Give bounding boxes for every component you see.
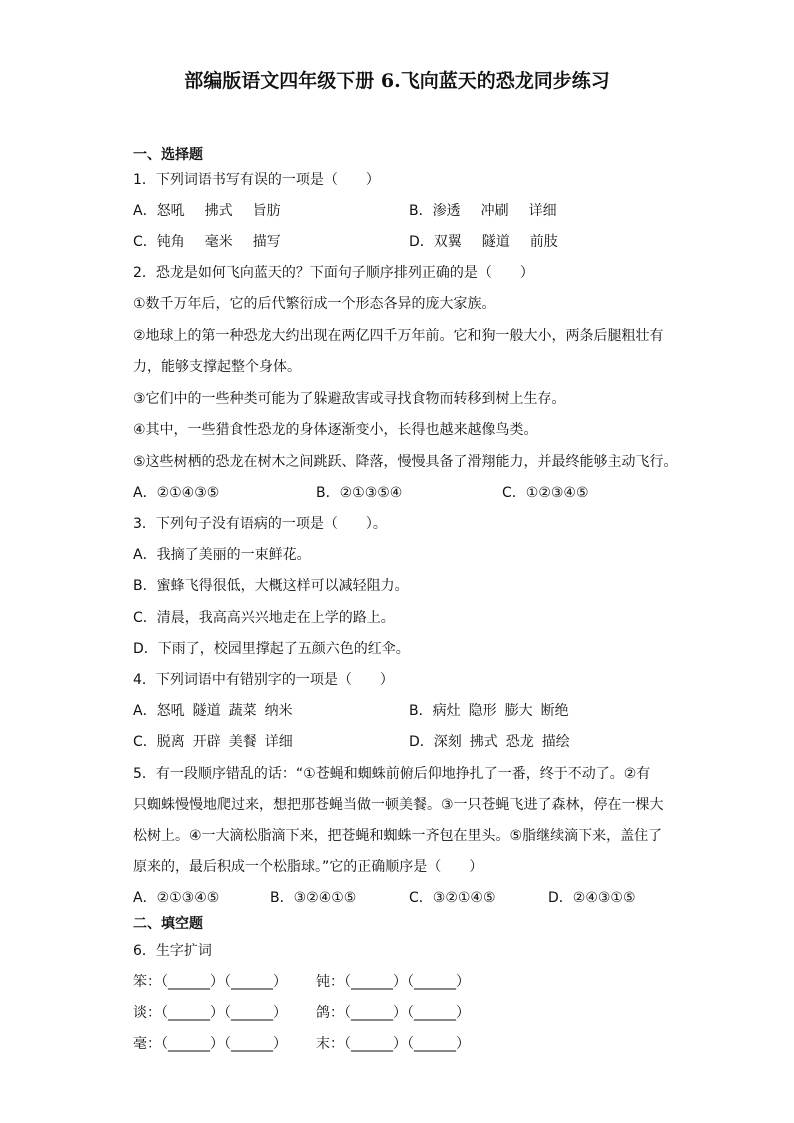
question-3-stem: 3．下列句子没有语病的一项是（ ）。 xyxy=(133,516,387,532)
q2-sentence-1: ①数千万年后，它的后代繁衍成一个形态各异的庞大家族。 xyxy=(133,296,496,312)
option-label: C．脱离 xyxy=(133,734,185,750)
option-word: 美餐 xyxy=(228,734,257,750)
question-5-line-3: 松树上。④一大滴松脂滴下来，把苍蝇和蜘蛛一齐包在里头。⑤脂继续滴下来，盖住了 xyxy=(133,828,663,844)
answer-blank[interactable]: （______） xyxy=(344,974,407,990)
q2-option-a[interactable]: A．②①④③⑤ xyxy=(133,485,220,501)
option-word: 膨大 xyxy=(504,703,533,719)
answer-blank[interactable]: （______） xyxy=(161,974,224,990)
q2-sentence-2: ②地球上的第一种恐龙大约出现在两亿四千万年前。它和狗一般大小，两条后腿粗壮有 xyxy=(133,328,664,344)
q2-option-b[interactable]: B．②①③⑤④ xyxy=(316,485,403,501)
option-word: 毫米 xyxy=(204,234,233,250)
answer-blank[interactable]: （______） xyxy=(407,1036,470,1052)
option-label: D．深刻 xyxy=(409,734,462,750)
q2-option-c[interactable]: C．①②③④⑤ xyxy=(502,485,589,501)
question-2-stem: 2．恐龙是如何飞向蓝天的？下面句子顺序排列正确的是（ ） xyxy=(133,265,534,281)
q5-option-c[interactable]: C．③②①④⑤ xyxy=(409,890,496,906)
character-label: 末： xyxy=(316,1036,344,1052)
option-label: D．双翼 xyxy=(409,234,462,250)
q2-sentence-5: ⑤这些树栖的恐龙在树木之间跳跃、降落，慢慢具备了滑翔能力，并最终能够主动飞行。 xyxy=(133,454,678,470)
answer-blank[interactable]: （______） xyxy=(224,974,287,990)
section-heading-fill: 二、填空题 xyxy=(133,916,203,932)
answer-blank[interactable]: （______） xyxy=(344,1036,407,1052)
q3-option-a[interactable]: A．我摘了美丽的一束鲜花。 xyxy=(133,547,311,563)
option-word: 前肢 xyxy=(529,234,558,250)
option-word: 断绝 xyxy=(540,703,569,719)
q3-option-d[interactable]: D．下雨了，校园里撑起了五颜六色的红伞。 xyxy=(133,641,410,657)
question-5-line-2: 只蜘蛛慢慢地爬过来，想把那苍蝇当做一顿美餐。③一只苍蝇飞进了森林，停在一棵大 xyxy=(133,797,664,813)
option-label: C．钝角 xyxy=(133,234,185,250)
q6-row-3-left xyxy=(133,1034,287,1054)
option-word: 详细 xyxy=(528,203,557,219)
q2-sentence-3: ③它们中的一些种类可能为了躲避敌害或寻找食物而转移到树上生存。 xyxy=(133,391,566,407)
q2-sentence-2-cont: 力，能够支撑起整个身体。 xyxy=(133,359,301,375)
character-label: 钝： xyxy=(316,974,344,990)
q5-option-a[interactable]: A．②①③④⑤ xyxy=(133,890,220,906)
q6-row-2-left xyxy=(133,1003,287,1023)
question-6-stem: 6．生字扩词 xyxy=(133,943,212,959)
q6-row-2-right xyxy=(316,1003,470,1023)
option-word: 旨肪 xyxy=(252,203,281,219)
q3-option-b[interactable]: B．蜜蜂飞得很低，大概这样可以减轻阻力。 xyxy=(133,578,409,594)
option-word: 详细 xyxy=(264,734,293,750)
option-word: 隧道 xyxy=(192,703,221,719)
q4-option-a[interactable] xyxy=(133,701,293,721)
option-word: 描写 xyxy=(252,234,281,250)
q1-option-c[interactable] xyxy=(133,232,281,252)
option-word: 拂式 xyxy=(469,734,498,750)
option-word: 隐形 xyxy=(468,703,497,719)
character-label: 笨： xyxy=(133,974,161,990)
q2-sentence-4: ④其中，一些猎食性恐龙的身体逐渐变小，长得也越来越像鸟类。 xyxy=(133,422,538,438)
option-word: 冲刷 xyxy=(480,203,509,219)
option-label: B．病灶 xyxy=(409,703,461,719)
option-label: B．渗透 xyxy=(409,203,461,219)
question-4-stem: 4．下列词语中有错别字的一项是（ ） xyxy=(133,672,394,688)
q6-row-3-right xyxy=(316,1034,470,1054)
question-1-stem: 1．下列词语书写有误的一项是（ ） xyxy=(133,172,380,188)
section-heading-choice: 一、选择题 xyxy=(133,147,203,163)
option-word: 开辟 xyxy=(192,734,221,750)
answer-blank[interactable]: （______） xyxy=(407,1005,470,1021)
answer-blank[interactable]: （______） xyxy=(407,974,470,990)
answer-blank[interactable]: （______） xyxy=(224,1005,287,1021)
q1-option-d[interactable] xyxy=(409,232,558,252)
answer-blank[interactable]: （______） xyxy=(161,1005,224,1021)
option-word: 纳米 xyxy=(264,703,293,719)
question-5-line-4: 原来的，最后积成一个松脂球。”它的正确顺序是（ ） xyxy=(133,859,484,875)
q6-row-1-right xyxy=(316,972,470,992)
q1-option-b[interactable] xyxy=(409,201,557,221)
answer-blank[interactable]: （______） xyxy=(344,1005,407,1021)
option-word: 蔬菜 xyxy=(228,703,257,719)
answer-blank[interactable]: （______） xyxy=(224,1036,287,1052)
option-label: A．怒吼 xyxy=(133,703,185,719)
q4-option-d[interactable] xyxy=(409,732,570,752)
page-title: 部编版语文四年级下册 6.飞向蓝天的恐龙同步练习 xyxy=(184,70,610,92)
q3-option-c[interactable]: C．清晨，我高高兴兴地走在上学的路上。 xyxy=(133,610,395,626)
q1-option-a[interactable] xyxy=(133,201,281,221)
q4-option-c[interactable] xyxy=(133,732,293,752)
option-word: 隧道 xyxy=(481,234,510,250)
character-label: 鸽： xyxy=(316,1005,344,1021)
q5-option-d[interactable]: D．②④③①⑤ xyxy=(548,890,636,906)
option-word: 恐龙 xyxy=(505,734,534,750)
character-label: 谈： xyxy=(133,1005,161,1021)
q5-option-b[interactable]: B．③②④①⑤ xyxy=(270,890,357,906)
option-word: 拂式 xyxy=(204,203,233,219)
character-label: 毫： xyxy=(133,1036,161,1052)
answer-blank[interactable]: （______） xyxy=(161,1036,224,1052)
q4-option-b[interactable] xyxy=(409,701,569,721)
question-5-line-1: 5．有一段顺序错乱的话：“①苍蝇和蜘蛛前俯后仰地挣扎了一番，终于不动了。②有 xyxy=(133,766,651,782)
option-label: A．怒吼 xyxy=(133,203,185,219)
option-word: 描绘 xyxy=(541,734,570,750)
q6-row-1-left xyxy=(133,972,287,992)
